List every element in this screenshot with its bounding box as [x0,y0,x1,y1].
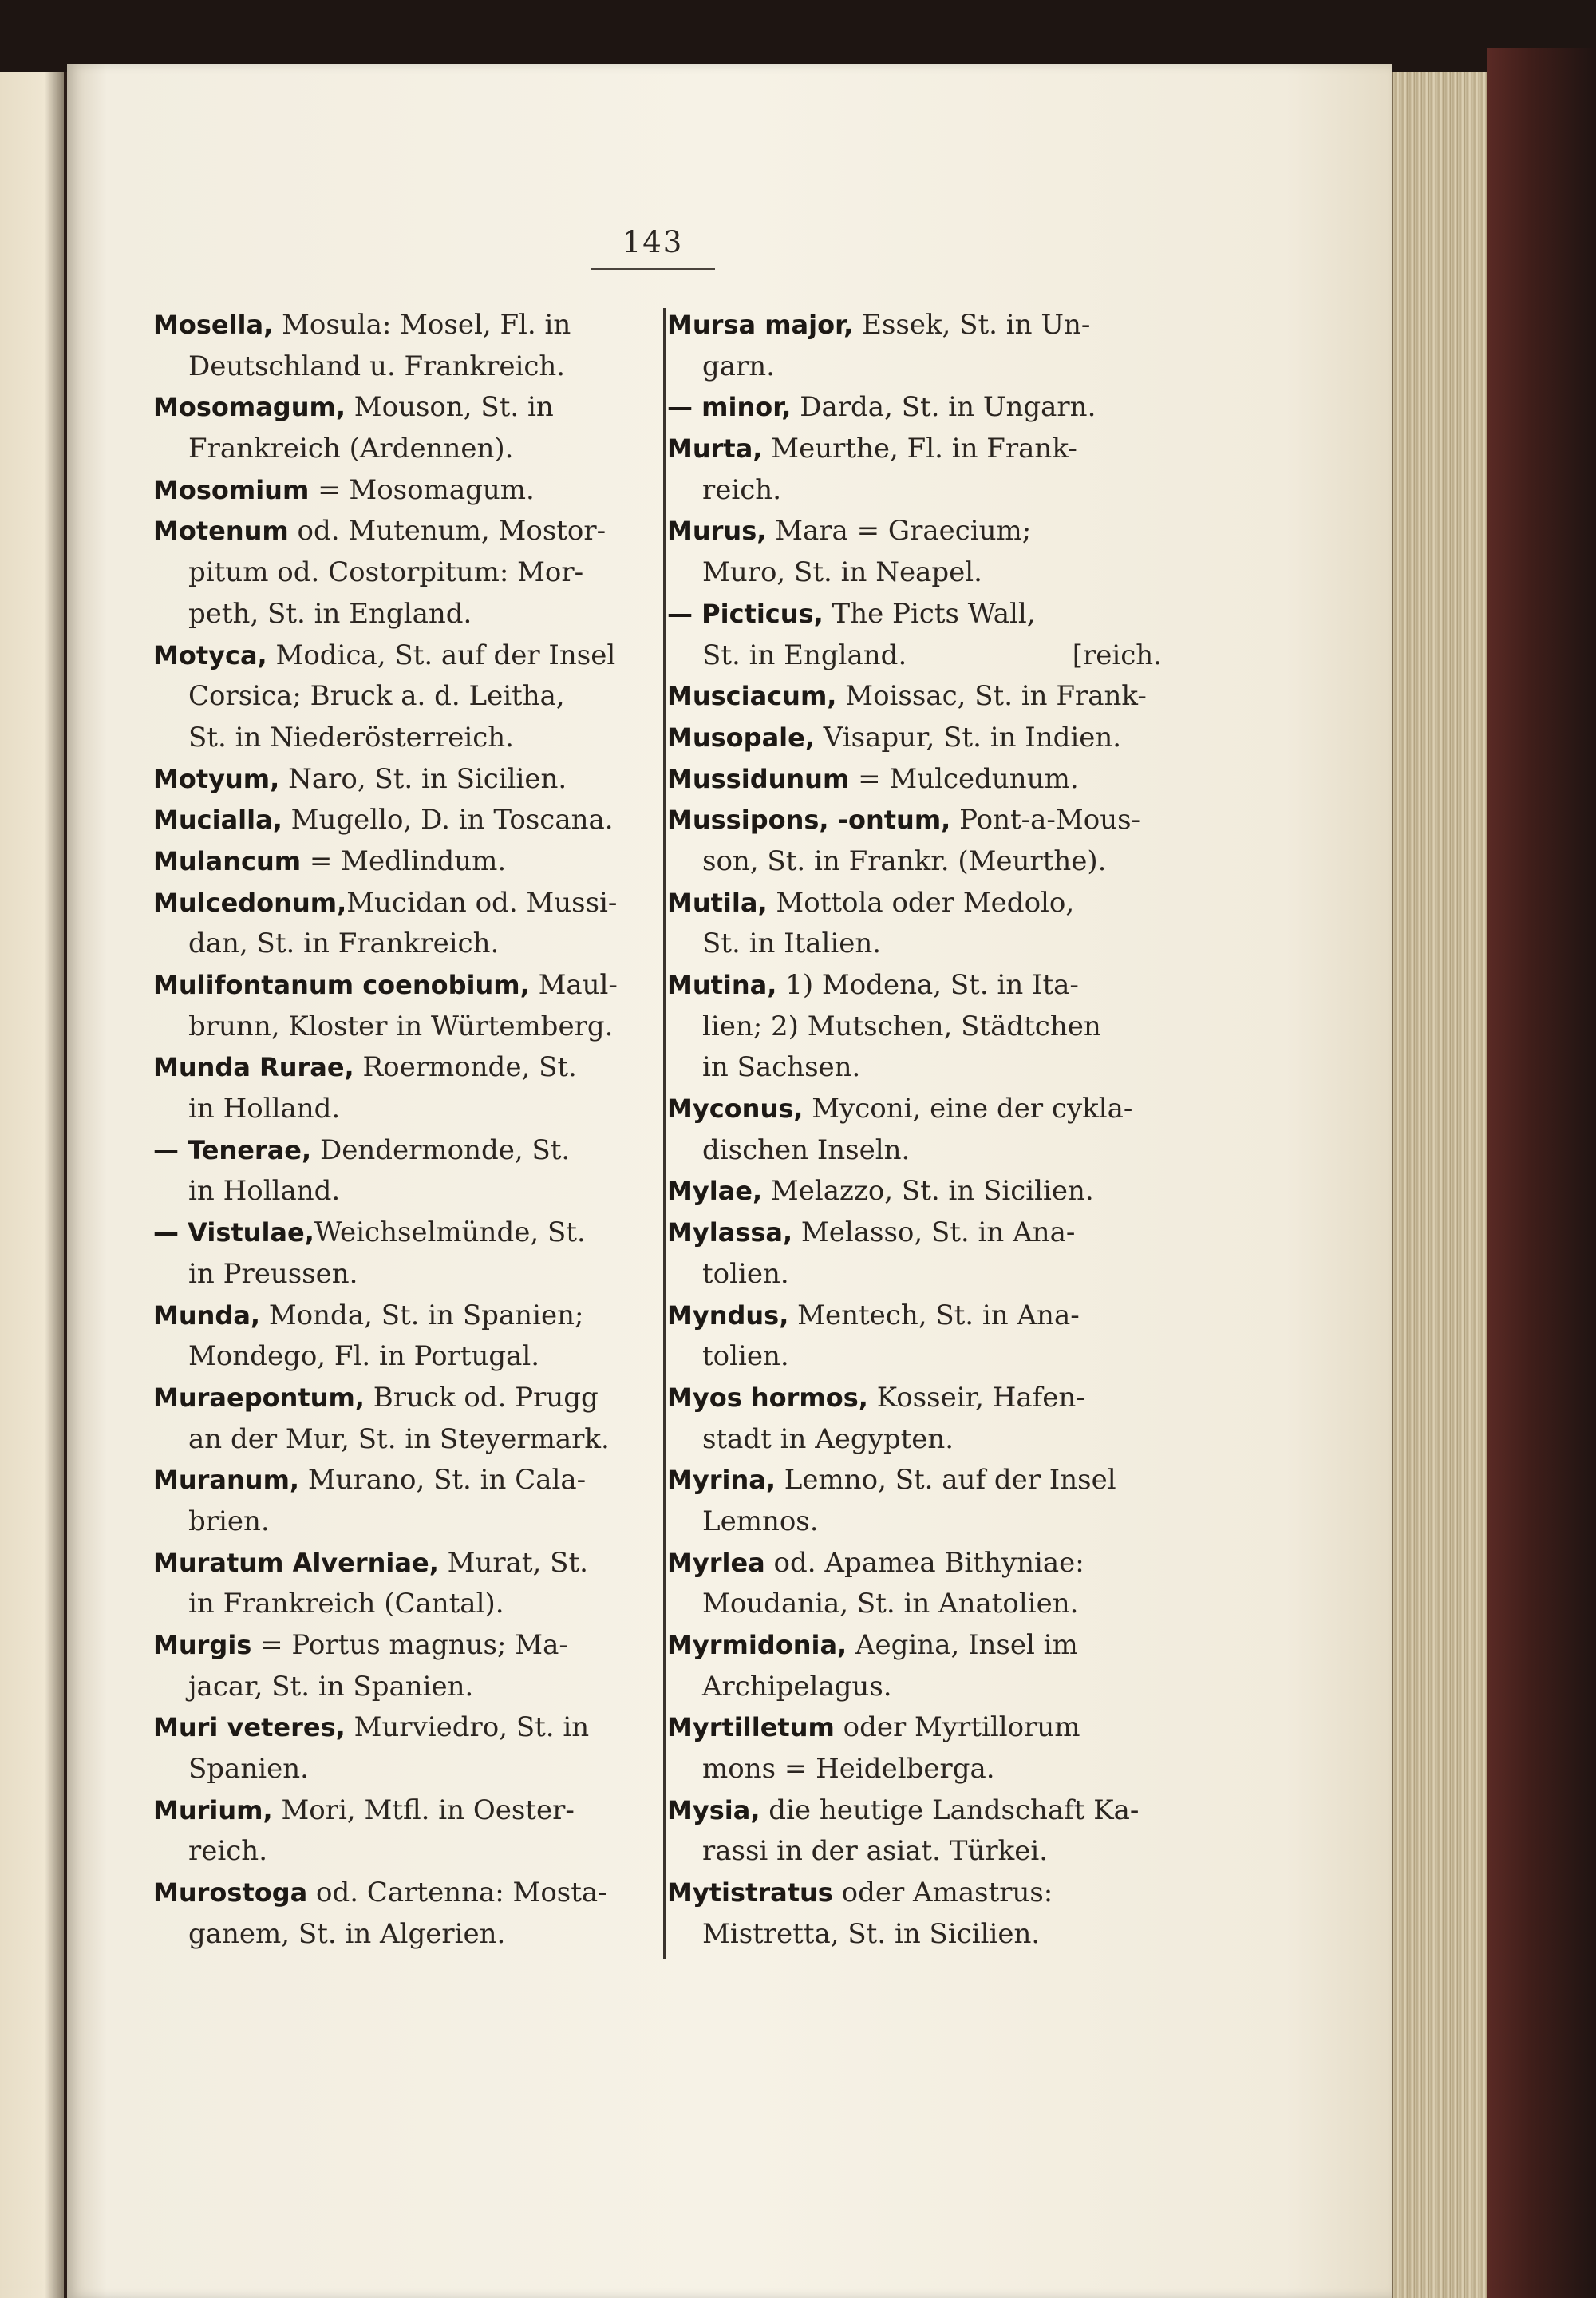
entry-text: The Picts Wall, [823,597,1036,630]
entry-line [153,1295,648,1337]
headword: Mursa major, [667,310,854,340]
entry-line [153,511,648,552]
headword: Murta, [667,433,763,465]
entry-line [153,305,648,346]
headword: Mosella, [153,310,274,340]
entry-text: = Medlindum. [301,844,507,877]
entry-continuation: Mistretta, St. in Sicilien. [702,1917,1041,1950]
entry-text: Naro, St. in Sicilien. [279,762,567,795]
entry-line [153,883,648,924]
entry-line [153,387,648,429]
entry-text: Murano, St. in Cala- [299,1464,587,1497]
column-divider [663,308,666,1959]
entry-line [153,1212,648,1254]
entry-text: Meurthe, Fl. in Frank- [762,433,1077,465]
entry-line [667,387,1162,429]
entry-continuation: reich. [188,1835,267,1868]
entry-continuation: ganem, St. in Algerien. [188,1917,506,1950]
entry-continuation: Mondego, Fl. in Portugal. [188,1340,540,1373]
entry-continuation: lien; 2) Mutschen, Städtchen [702,1010,1101,1042]
entry-continuation: brien. [188,1505,270,1537]
entry-text: die heutige Landschaft Ka- [760,1794,1140,1826]
entry-text: Mottola oder Medolo, [767,886,1075,919]
headword: Munda Rurae, [153,1052,354,1083]
headword: Mylae, [667,1176,763,1207]
headword: Myrtilletum [667,1712,835,1743]
headword: Mulcedonum, [153,887,347,918]
entry-line [153,1625,648,1667]
entry-text: oder Myrtillorum [834,1711,1080,1744]
page-number: 143 [622,225,684,259]
entry-line [153,759,648,801]
headword: Mosomium [153,474,310,505]
entry-text: Melazzo, St. in Sicilien. [762,1175,1094,1208]
entry-line [667,676,1162,718]
entry-text: Myconi, eine der cykla- [803,1093,1133,1125]
entry-line [153,1790,648,1832]
headword: Myos hormos, [667,1382,868,1413]
entry-continuation: brunn, Kloster in Würtemberg. [188,1010,614,1042]
headword: — Vistulae, [153,1217,314,1248]
entry-continuation: Deutschland u. Frankreich. [188,350,566,382]
entry-text: od. Mutenum, Mostor- [288,515,606,548]
entry-line [153,1707,648,1749]
entry-text: Roermonde, St. [354,1051,577,1084]
entry-continuation: reich. [702,473,781,506]
entry-text: Maul- [529,969,618,1001]
entry-text: Pont-a-Mous- [950,804,1141,837]
entry-continuation: Frankreich (Ardennen). [188,433,514,465]
entry-text: Essek, St. in Un- [853,309,1091,341]
left-column [153,305,648,1956]
entry-line [667,1460,1162,1501]
entry-continuation: Corsica; Bruck a. d. Leitha, [188,680,565,713]
entry-line [667,965,1162,1007]
entry-continuation: St. in Niederösterreich. [188,721,514,753]
headword: Mutila, [667,887,768,918]
entry-text: Modica, St. auf der Insel [267,639,616,671]
entry-continuation: tolien. [702,1257,789,1290]
headword: Musciacum, [667,681,837,712]
entry-line [667,1212,1162,1254]
entry-text: Bruck od. Prugg [364,1381,598,1414]
book-cover-right [1487,48,1596,2298]
headword: Mulifontanum coenobium, [153,970,530,1000]
entry-continuation: rassi in der asiat. Türkei. [702,1835,1049,1868]
headword: Myndus, [667,1299,789,1331]
entry-line [667,511,1162,552]
entry-continuation: jacar, St. in Spanien. [188,1670,474,1703]
headword: Murgis [153,1630,252,1660]
entry-text: Murat, St. [438,1546,588,1579]
entry-line [153,470,648,512]
entry-continuation: pitum od. Costorpitum: Mor- [188,556,584,589]
entry-text: 1) Modena, St. in Ita- [776,969,1079,1001]
entry-continuation: Moudania, St. in Anatolien. [702,1588,1079,1620]
headword: Mulancum [153,845,302,876]
entry-continuation: Spanien. [188,1753,309,1786]
entry-text: Mori, Mtfl. in Oester- [272,1794,575,1826]
entry-text: Kosseir, Hafen- [867,1381,1085,1414]
entry-line [153,1378,648,1419]
page-stack-edge [1392,72,1489,2298]
entry-text: = Portus magnus; Ma- [251,1629,568,1661]
headword: Motyca, [153,639,267,670]
book-cover-top [0,0,1596,72]
entry-text: Mara = Graecium; [766,515,1032,548]
entry-text: Dendermonde, St. [311,1133,571,1166]
entry-continuation: dischen Inseln. [702,1133,911,1166]
entry-continuation: son, St. in Frankr. (Meurthe). [702,844,1107,877]
headword: — Picticus, [667,598,824,629]
entry-continuation: garn. [702,350,775,382]
headword: — minor, [667,392,792,423]
entry-line [667,1295,1162,1337]
headword: — Tenerae, [153,1134,312,1165]
entry-continuation: mons = Heidelberga. [702,1753,995,1786]
entry-continuation: in Preussen. [188,1257,358,1290]
entry-text: Weichselmünde, St. [314,1216,586,1249]
entry-text: Darda, St. in Ungarn. [791,391,1096,424]
entry-continuation: in Sachsen. [702,1051,861,1084]
headword: Mylassa, [667,1217,793,1248]
headword: Muratum Alverniae, [153,1547,439,1578]
entry-continuation: Archipelagus. [702,1670,892,1703]
headword: Myrmidonia, [667,1630,847,1660]
entry-line [153,1130,648,1172]
entry-line [153,965,648,1007]
headword: Mutina, [667,970,777,1000]
entry-continuation: dan, St. in Frankreich. [188,928,500,960]
entry-text: Melasso, St. in Ana- [792,1216,1076,1249]
headword: Muraepontum, [153,1382,365,1413]
entry-text: Murviedro, St. in [345,1711,590,1744]
entry-text: od. Cartenna: Mosta- [307,1877,607,1909]
headword: Mosomagum, [153,392,346,423]
headword: Mytistratus [667,1877,833,1908]
entry-text: Mouson, St. in [345,391,554,424]
entry-line [667,1171,1162,1212]
carried-word: [reich. [1072,639,1162,671]
headword: Mussidunum [667,763,850,794]
headword: Mysia, [667,1794,760,1825]
headword: Muranum, [153,1465,300,1496]
headword: Murium, [153,1794,273,1825]
entry-text: Mentech, St. in Ana- [788,1299,1080,1331]
entry-line [667,883,1162,924]
entry-continuation: an der Mur, St. in Steyermark. [188,1422,610,1455]
entry-line [667,1873,1162,1914]
entry-line [667,305,1162,346]
headword: Murostoga [153,1877,308,1908]
entry-line [667,800,1162,841]
entry-text: = Mulcedunum. [849,762,1079,795]
entry-line [667,594,1162,635]
entry-text: Monda, St. in Spanien; [260,1299,584,1331]
right-column [667,305,1162,1956]
entry-line [667,429,1162,470]
headword: Myrina, [667,1465,776,1496]
entry-line [153,635,648,677]
entry-continuation: Lemnos. [702,1505,819,1537]
entry-line [153,1047,648,1089]
entry-line [153,1873,648,1914]
entry-line [667,1625,1162,1667]
headword: Myconus, [667,1094,804,1125]
entry-line [153,800,648,841]
headword: Murus, [667,516,767,547]
entry-text: = Mosomagum. [309,473,535,506]
entry-line [667,1790,1162,1832]
entry-line [153,1460,648,1501]
entry-continuation: in Holland. [188,1093,341,1125]
headword: Myrlea [667,1547,765,1578]
entry-line [667,718,1162,759]
entry-text: Aegina, Insel im [847,1629,1078,1661]
facing-page-edge [0,72,64,2298]
entry-text: St. in England. [702,639,907,671]
entry-text: Mugello, D. in Toscana. [282,804,614,837]
entry-line [153,1543,648,1584]
entry-text: od. Apamea Bithyniae: [764,1546,1084,1579]
entry-line [667,1543,1162,1584]
page-number-rule [591,268,715,270]
entry-text: Lemno, St. auf der Insel [775,1464,1116,1497]
entry-text: Moissac, St. in Frank- [836,680,1147,713]
entry-line [667,1707,1162,1749]
headword: Mussipons, -ontum, [667,805,951,836]
entry-continuation: in Holland. [188,1175,341,1208]
entry-line [667,1378,1162,1419]
entry-line [667,1089,1162,1130]
entry-text: Mosula: Mosel, Fl. in [273,309,571,341]
headword: Muri veteres, [153,1712,346,1743]
headword: Motyum, [153,763,280,794]
headword: Mucialla, [153,805,282,836]
entry-continuation: stadt in Aegypten. [702,1422,954,1455]
headword: Munda, [153,1299,261,1331]
headword: Musopale, [667,722,815,753]
entry-continuation: in Frankreich (Cantal). [188,1588,504,1620]
entry-continuation: St. in Italien. [702,928,882,960]
entry-continuation: peth, St. in England. [188,597,472,630]
entry-continuation [667,635,1162,677]
entry-line [667,759,1162,801]
entry-text: Mucidan od. Mussi- [346,886,618,919]
entry-continuation: Muro, St. in Neapel. [702,556,982,589]
entry-line [153,841,648,883]
entry-text: oder Amastrus: [832,1877,1053,1909]
headword: Motenum [153,516,289,547]
entry-text: Visapur, St. in Indien. [814,721,1122,753]
entry-continuation: tolien. [702,1340,789,1373]
